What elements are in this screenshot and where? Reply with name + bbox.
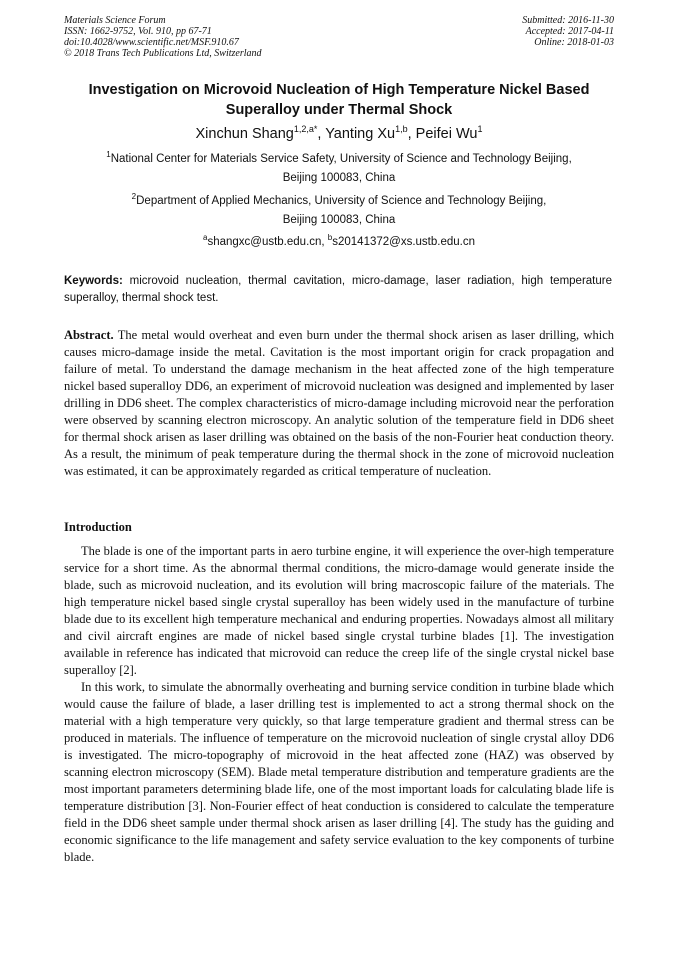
author-superscript: 1 [477, 124, 483, 134]
email-marker: b [327, 233, 333, 242]
author-list [40, 124, 638, 144]
submitted-date: Submitted: 2016-11-30 [522, 15, 614, 26]
online-date: Online: 2018-01-03 [534, 37, 614, 48]
issn-volume: ISSN: 1662-9752, Vol. 910, pp 67-71 [64, 26, 212, 37]
copyright: © 2018 Trans Tech Publications Ltd, Switzerland [64, 48, 262, 59]
abstract-text: The metal would overheat and even burn under the thermal shock arisen as laser drilling, which causes micro-damage inside the metal. Cavitation is the most important origin for crack propagation and failure of metal. To understand the damage mechanism in the heat affected zone of the high temperature nickel based superalloy DD6, an experiment of microvoid nucleation was designed and implemented by laser drilling in DD6 sheet. The complex characteristics of micro-damage including microvoid near the perforation were observed by scanning electron microscopy. An analytic solution of the temperature field in DD6 sheet for thermal shock arisen as laser drilling was obtained on the basis of the non-Fourier heat conduction theory. As a result, the minimum of peak temperature during the thermal shock in the zone of microvoid nucleation was estimated, it can be approximately regarded as critical temperature of nucleation. [64, 328, 614, 478]
author-name: Yanting Xu [325, 126, 396, 142]
keywords [64, 273, 612, 307]
paragraph: The blade is one of the important parts in aero turbine engine, it will experience the over-high temperature service for a short time. As the abnormal thermal conditions, the micro-damage would generate inside the blade, such as microvoid nucleation, and its evolution will bring macroscopic failure of the materials. The high temperature nickel based single crystal superalloy has been widely used in the manufacture of turbine blade due to its excellent high temperature mechanical and enduring properties. Nowadays almost all military and civil aircraft engines are made of nickel based single crystal turbine blades [1]. The investigation available in reference has indicated that microvoid can reduce the creep life of the single crystal nickel base superalloy [2]. [64, 544, 614, 677]
affiliation-line: Beijing 100083, China [282, 172, 396, 184]
affiliation-2 [60, 192, 618, 230]
email-link[interactable]: s20141372@xs.ustb.edu.cn [332, 236, 475, 248]
paragraph: In this work, to simulate the abnormally overheating and burning service condition in turbine blade which would cause the failure of blade, a laser drilling test is implemented to act a strong thermal shock on the material with a high temperature very quickly, so that large temperature gradient and thermal stress can be produced in materials. The influence of temperature on the microvoid nucleation of single crystal alloy DD6 is investigated. The micro-topography of microvoid in the heat affected zone (HAZ) was observed by scanning electron microscopy (SEM). Blade metal temperature distribution and temperature gradients are the most important parameters determining blade life, one of the most important loads for calculating blade life is temperature distribution [3]. Non-Fourier effect of heat conduction is considered to calculate the temperature field in the DD6 sheet sample under thermal shock arisen as laser drilling [4]. The study has the guiding and economic significance to the life management and safety service evaluation to the key components of turbine blade. [64, 680, 614, 864]
doi: doi:10.4028/www.scientific.net/MSF.910.67 [64, 37, 239, 48]
email-link[interactable]: shangxc@ustb.edu.cn, [207, 236, 328, 248]
paper-title: Investigation on Microvoid Nucleation of High Temperature Nickel Based Superalloy under Thermal Shock [88, 82, 590, 118]
journal-name: Materials Science Forum [64, 15, 166, 26]
section-heading-introduction: Introduction [64, 520, 132, 534]
journal-info [64, 15, 262, 59]
abstract [64, 327, 614, 480]
affiliation-line: Beijing 100083, China [282, 214, 396, 226]
author-separator: , [317, 126, 326, 142]
affiliation-1 [60, 150, 618, 188]
affiliation-line: National Center for Materials Service Safety, University of Science and Technology Beijing, [110, 153, 572, 165]
author-name: Xinchun Shang [195, 126, 294, 142]
author-emails [60, 233, 618, 252]
submission-dates [522, 15, 614, 48]
accepted-date: Accepted: 2017-04-11 [525, 26, 614, 37]
author-superscript: 1,b [395, 124, 408, 134]
abstract-label: Abstract. [64, 328, 114, 342]
keywords-label: Keywords: [64, 275, 123, 287]
author-superscript: 1,2,a* [293, 124, 318, 134]
email-marker: a [202, 233, 208, 242]
affiliation-marker: 2 [131, 192, 137, 201]
author-name: Peifei Wu [415, 126, 478, 142]
introduction-body [64, 543, 614, 866]
affiliation-marker: 1 [106, 150, 111, 159]
author-separator: , [407, 126, 416, 142]
affiliation-line: Department of Applied Mechanics, University of Science and Technology Beijing, [136, 195, 547, 207]
keywords-text: microvoid nucleation, thermal cavitation, micro-damage, laser radiation, high temperature superalloy, thermal shock test. [64, 275, 612, 304]
